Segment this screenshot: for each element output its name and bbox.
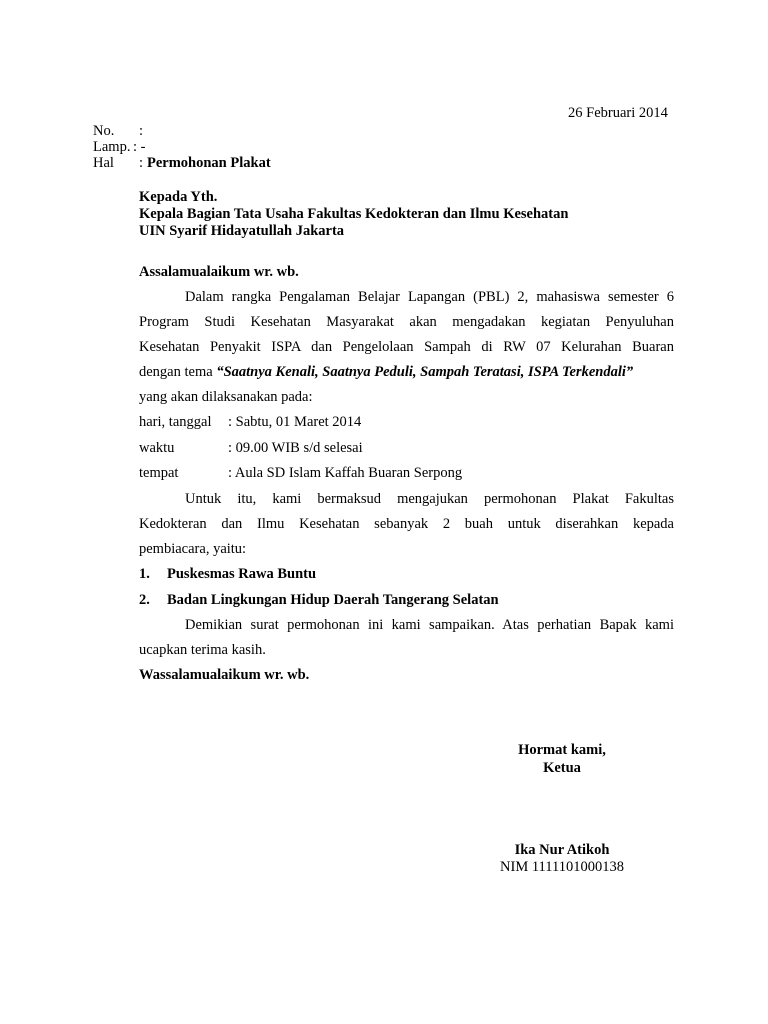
para2-line-2: Kedokteran dan Ilmu Kesehatan sebanyak 2 buah untuk diserahkan kepada (139, 516, 674, 532)
closing-line-1: Demikian surat permohonan ini kami sampaikan. Atas perhatian Bapak kami (185, 617, 674, 633)
para2-line-1: Untuk itu, kami bermaksud mengajukan permohonan Plakat Fakultas (185, 491, 674, 507)
schedule-value: : 09.00 WIB s/d selesai (228, 440, 363, 456)
schedule-label: hari, tanggal (139, 414, 212, 430)
hal-label: Hal (93, 155, 114, 171)
recipient-line-1: Kepada Yth. (139, 189, 218, 205)
schedule-value: : Aula SD Islam Kaffah Buaran Serpong (228, 465, 463, 481)
list-number: 1. (139, 566, 150, 582)
greeting: Assalamualaikum wr. wb. (139, 264, 299, 280)
para2-line-3: pembiacara, yaitu: (139, 541, 247, 557)
para1-line-3: Kesehatan Penyakit ISPA dan Pengelolaan Sampah di RW 07 Kelurahan Buaran (139, 339, 674, 355)
signature-role: Ketua (543, 760, 581, 776)
hal-colon: : (139, 155, 144, 171)
closing-line-2: ucapkan terima kasih. (139, 642, 266, 658)
recipient-line-2: Kepala Bagian Tata Usaha Fakultas Kedokteran dan Ilmu Kesehatan (139, 206, 569, 222)
no-colon: : (139, 123, 144, 139)
recipient-line-3: UIN Syarif Hidayatullah Jakarta (139, 223, 345, 239)
para1-line-4 (139, 365, 633, 380)
theme-prefix: dengan tema (139, 364, 213, 380)
event-theme: “Saatnya Kenali, Saatnya Peduli, Sampah Teratasi, ISPA Terkendali” (216, 364, 634, 380)
para1-line-1: Dalam rangka Pengalaman Belajar Lapangan (PBL) 2, mahasiswa semester 6 (185, 289, 674, 305)
lamp-value: : - (133, 139, 146, 155)
letter-date: 26 Februari 2014 (568, 105, 668, 121)
no-label: No. (93, 123, 115, 139)
para1-line-5: yang akan dilaksanakan pada: (139, 389, 313, 405)
list-text: Badan Lingkungan Hidup Daerah Tangerang Selatan (167, 592, 499, 608)
schedule-label: tempat (139, 465, 179, 481)
signature-regards: Hormat kami, (518, 742, 606, 758)
schedule-value: : Sabtu, 01 Maret 2014 (228, 414, 362, 430)
list-number: 2. (139, 592, 150, 608)
signature-nim: NIM 1111101000138 (500, 859, 624, 875)
lamp-label: Lamp. (93, 139, 131, 155)
farewell: Wassalamualaikum wr. wb. (139, 667, 310, 683)
list-text: Puskesmas Rawa Buntu (167, 566, 317, 582)
signature-name: Ika Nur Atikoh (514, 842, 610, 858)
schedule-label: waktu (139, 440, 175, 456)
hal-value: Permohonan Plakat (147, 155, 271, 171)
para1-line-2: Program Studi Kesehatan Masyarakat akan mengadakan kegiatan Penyuluhan (139, 314, 674, 330)
